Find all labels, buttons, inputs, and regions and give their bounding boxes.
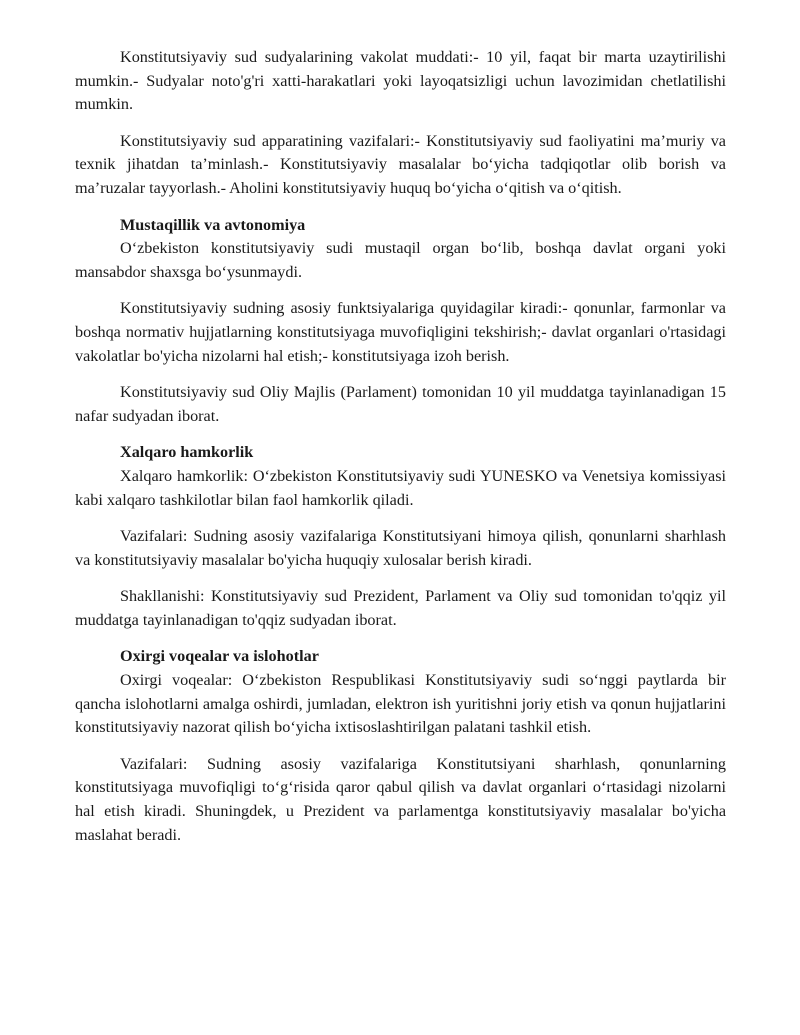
section-heading: Mustaqillik va avtonomiya <box>120 215 306 234</box>
paragraph-court-apparatus: Konstitutsiyaviy sud apparatining vazifalari:- Konstitutsiyaviy sud faoliyatini ma’muriy va texnik jihatdan ta’minlash.- Konstitutsiyaviy masalalar bo‘yicha tadqiqotlar olib borish va ma’ruzalar tayyorlash.- Aholini konstitutsiyaviy huquq bo‘yicha o‘qitish va o‘qitish. <box>75 131 726 197</box>
paragraph: Konstitutsiyaviy sudning asosiy funktsiyalariga quyidagilar kiradi:- qonunlar, farmonlar va boshqa normativ hujjatlarning konstitutsiyaga muvofiqligini tekshirish;- davlat organlari o'rtasidagi vakolatlar bo'yicha nizolarni hal etish;- konstitutsiyaga izoh berish. <box>75 299 726 365</box>
paragraph: Konstitutsiyaviy sud Oliy Majlis (Parlament) tomonidan 10 yil muddatga tayinlanadigan 15 nafar sudyadan iborat. <box>75 383 726 425</box>
section-heading: Xalqaro hamkorlik <box>120 443 254 462</box>
paragraph: Oxirgi voqealar: O‘zbekiston Respublikasi Konstitutsiyaviy sudi so‘nggi paytlarda bir qancha islohotlarni amalga oshirdi, jumladan, elektron ish yuritishni joriy etish va qonun hujjatlarini konstitutsiyaviy nazorat qilish bo‘yicha ixtisoslashtirilgan palatani tashkil etish. <box>75 671 726 737</box>
paragraph-judges-term: Konstitutsiyaviy sud sudyalarining vakolat muddati:- 10 yil, faqat bir marta uzaytirilishi mumkin.- Sudyalar noto'g'ri xatti-harakatlari yoki layoqatsizligi uchun lavozimidan chetlatilishi mumkin. <box>75 48 726 114</box>
section-heading: Oxirgi voqealar va islohotlar <box>120 647 319 666</box>
section-independence <box>75 214 726 429</box>
paragraph: O‘zbekiston konstitutsiyaviy sudi mustaqil organ bo‘lib, boshqa davlat organi yoki mansabdor shaxsga bo‘ysunmaydi. <box>75 239 726 281</box>
paragraph: Vazifalari: Sudning asosiy vazifalariga Konstitutsiyani sharhlash, qonunlarning konstitutsiyaga muvofiqligi to‘g‘risida qaror qabul qilish va davlat organlari o‘rtasidagi nizolarni hal etish kiradi. Shuningdek, u Prezident va parlamentga konstitutsiyaviy masalalar bo'yicha maslahat beradi. <box>75 754 726 844</box>
section-recent-reforms <box>75 645 726 847</box>
document-page <box>75 46 726 860</box>
section-international-cooperation <box>75 441 726 632</box>
paragraph: Shakllanishi: Konstitutsiyaviy sud Prezident, Parlament va Oliy sud tomonidan to'qqiz yil muddatga tayinlanadigan to'qqiz sudyadan iborat. <box>75 587 726 629</box>
paragraph: Xalqaro hamkorlik: O‘zbekiston Konstitutsiyaviy sudi YUNESKO va Venetsiya komissiyasi kabi xalqaro tashkilotlar bilan faol hamkorlik qiladi. <box>75 466 726 509</box>
paragraph: Vazifalari: Sudning asosiy vazifalariga Konstitutsiyani himoya qilish, qonunlarni sharhlash va konstitutsiyaviy masalalar bo'yicha huquqiy xulosalar berish kiradi. <box>75 527 726 569</box>
